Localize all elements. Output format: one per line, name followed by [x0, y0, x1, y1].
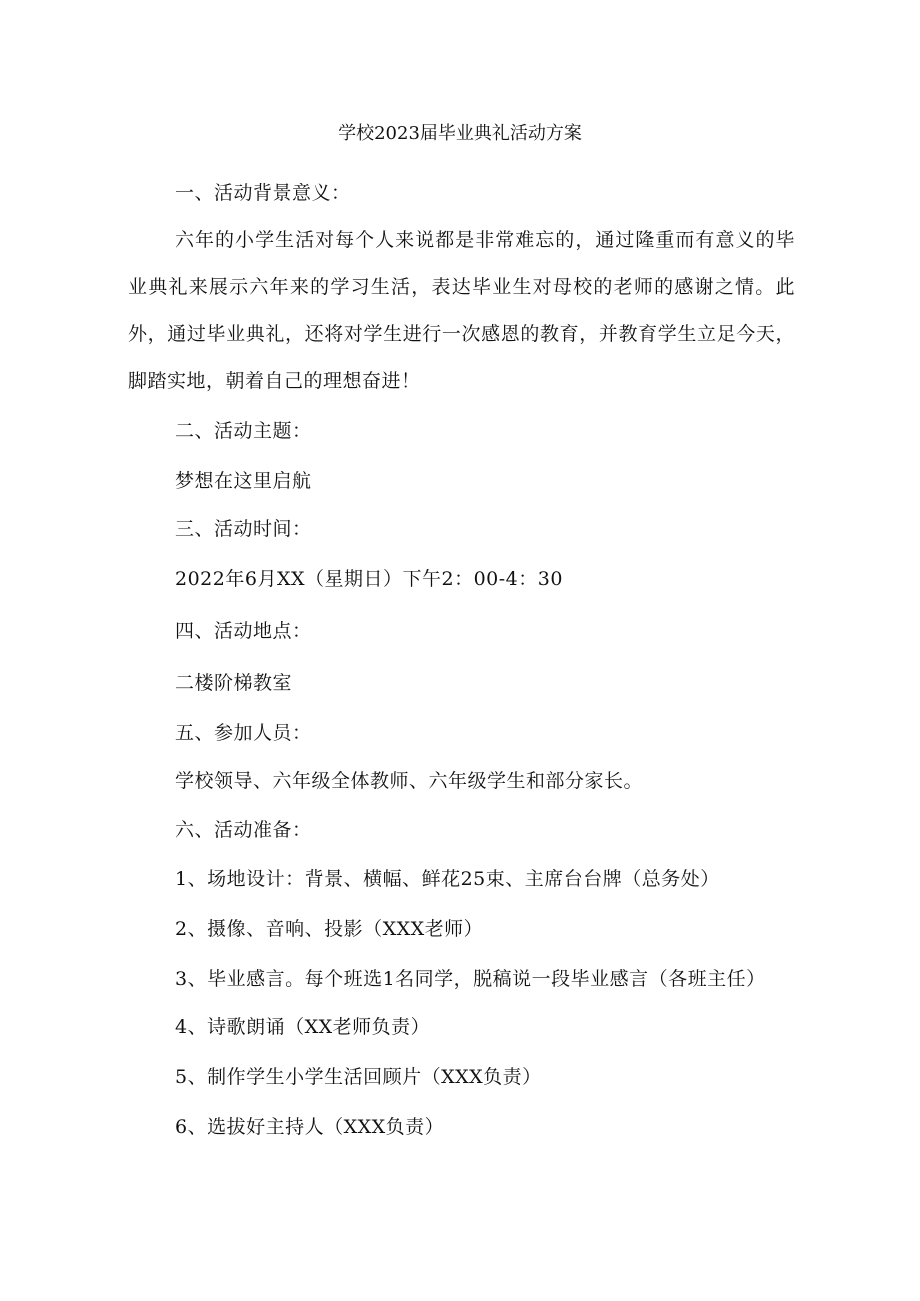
list-item: 4、诗歌朗诵（XX老师负责） [175, 1016, 431, 1038]
list-item: 3、毕业感言。每个班选1名同学，脱稿说一段毕业感言（各班主任） [175, 968, 766, 990]
section-heading: 二、活动主题： [175, 420, 312, 442]
section-heading: 六、活动准备： [175, 819, 312, 841]
section-heading: 三、活动时间： [175, 518, 312, 540]
section-heading: 五、参加人员： [175, 722, 312, 744]
section-heading: 四、活动地点： [175, 620, 312, 642]
paragraph-line: 六年的小学生活对每个人来说都是非常难忘的，通过隆重而有意义的毕 [175, 229, 795, 251]
list-item: 2、摄像、音响、投影（XXX老师） [175, 918, 484, 940]
paragraph-line: 外，通过毕业典礼，还将对学生进行一次感恩的教育，并教育学生立足今天， [128, 323, 795, 345]
list-item: 1、场地设计：背景、横幅、鲜花25束、主席台台牌（总务处） [175, 868, 720, 890]
list-item: 6、选拔好主持人（XXX负责） [175, 1116, 445, 1138]
paragraph-line: 业典礼来展示六年来的学习生活，表达毕业生对母校的老师的感谢之情。此 [128, 276, 795, 298]
document-title: 学校2023届毕业典礼活动方案 [338, 123, 582, 144]
section-text: 梦想在这里启航 [175, 470, 312, 492]
section-text: 学校领导、六年级全体教师、六年级学生和部分家长。 [175, 770, 644, 792]
section-text: 二楼阶梯教室 [175, 672, 293, 694]
paragraph-line: 脚踏实地，朝着自己的理想奋进！ [128, 370, 421, 392]
section-heading: 一、活动背景意义： [175, 182, 351, 204]
section-text: 2022年6月XX（星期日）下午2：00-4：30 [175, 568, 563, 590]
list-item: 5、制作学生小学生活回顾片（XXX负责） [175, 1066, 542, 1088]
